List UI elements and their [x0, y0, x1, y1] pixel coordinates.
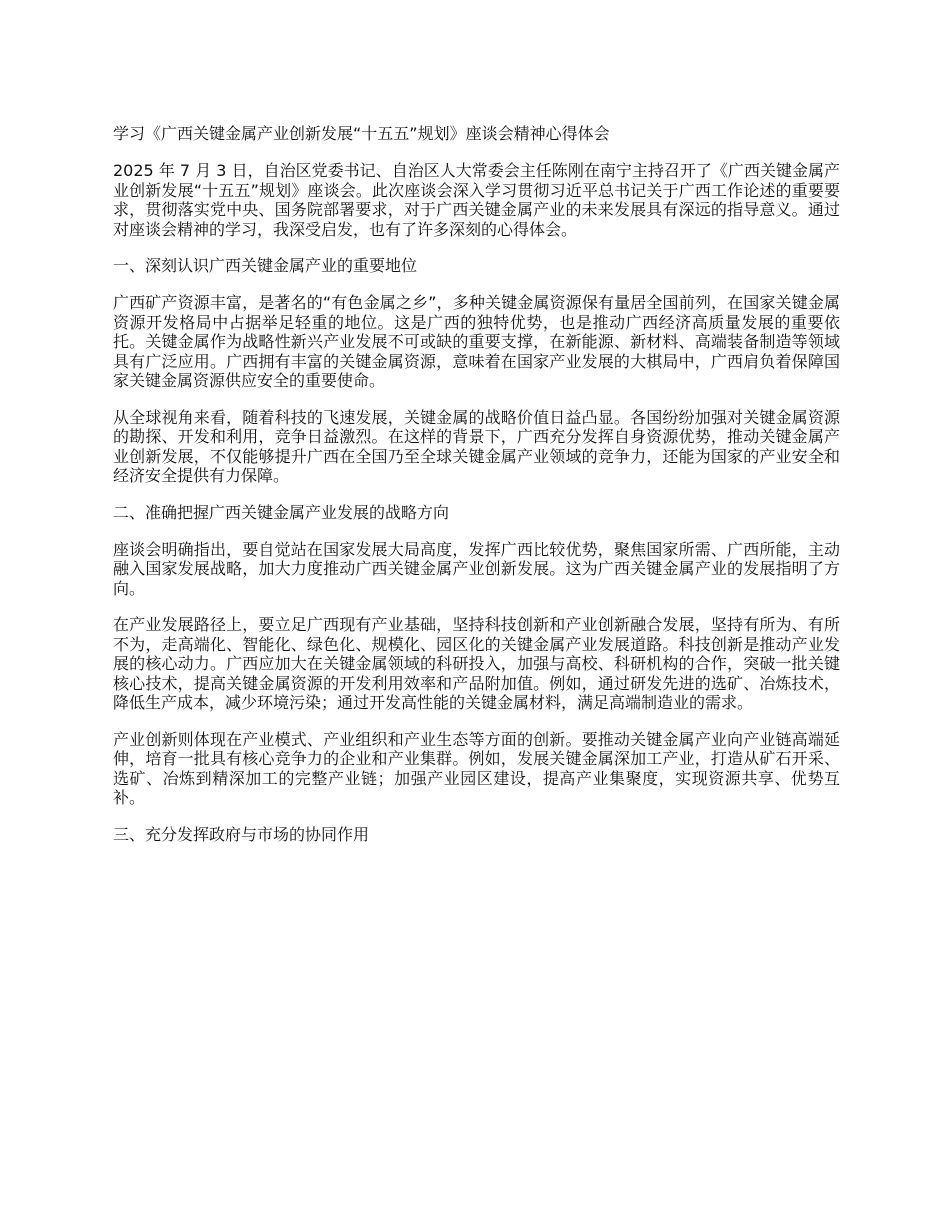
- section-heading-2: 二、准确把握广西关键金属产业发展的战略方向: [113, 502, 450, 522]
- section-heading-3: 三、充分发挥政府与市场的协同作用: [113, 824, 370, 844]
- section-2-paragraph-2: 在产业发展路径上，要立足广西现有产业基础，坚持科技创新和产业创新融合发展，坚持有所为、有所不为，走高端化、智能化、绿色化、规模化、园区化的关键金属产业发展道路。科技创新是推动产业发展的核心动力。广西应加大在关键金属领域的科研投入，加强与高校、科研机构的合作，突破一批关键核心技术，提高关键金属资源的开发利用效率和产品附加值。例如，通过研发先进的选矿、冶炼技术，降低生产成本，减少环境污染；通过开发高性能的关键金属材料，满足高端制造业的需求。: [113, 615, 840, 712]
- section-2-paragraph-3: 产业创新则体现在产业模式、产业组织和产业生态等方面的创新。要推动关键金属产业向产业链高端延伸，培育一批具有核心竞争力的企业和产业集群。例如，发展关键金属深加工产业，打造从矿石开采、选矿、冶炼到精深加工的完整产业链；加强产业园区建设，提高产业集聚度，实现资源共享、优势互补。: [113, 729, 840, 807]
- intro-paragraph: 2025 年 7 月 3 日，自治区党委书记、自治区人大常委会主任陈刚在南宁主持召开了《广西关键金属产业创新发展“十五五”规划》座谈会。此次座谈会深入学习贯彻习近平总书记关于广西工作论述的重要要求，贯彻落实党中央、国务院部署要求，对于广西关键金属产业的未来发展具有深远的指导意义。通过对座谈会精神的学习，我深受启发，也有了许多深刻的心得体会。: [113, 161, 840, 239]
- section-1-paragraph-2: 从全球视角来看，随着科技的飞速发展，关键金属的战略价值日益凸显。各国纷纷加强对关键金属资源的勘探、开发和利用，竞争日益激烈。在这样的背景下，广西充分发挥自身资源优势，推动关键金属产业创新发展，不仅能够提升广西在全国乃至全球关键金属产业领域的竞争力，还能为国家的产业安全和经济安全提供有力保障。: [113, 407, 840, 485]
- document-title: 学习《广西关键金属产业创新发展“十五五”规划》座谈会精神心得体会: [113, 124, 610, 143]
- section-heading-1: 一、深刻认识广西关键金属产业的重要地位: [113, 256, 418, 275]
- document-page: [113, 124, 840, 862]
- section-1-paragraph-1: 广西矿产资源丰富，是著名的“有色金属之乡”，多种关键金属资源保有量居全国前列，在国家关键金属资源开发格局中占据举足轻重的地位。这是广西的独特优势，也是推动广西经济高质量发展的重要依托。关键金属作为战略性新兴产业发展不可或缺的重要支撑，在新能源、新材料、高端装备制造等领域具有广泛应用。广西拥有丰富的关键金属资源，意味着在国家产业发展的大棋局中，广西肩负着保障国家关键金属资源供应安全的重要使命。: [113, 293, 840, 390]
- section-2-paragraph-1: 座谈会明确指出，要自觉站在国家发展大局高度，发挥广西比较优势，聚焦国家所需、广西所能，主动融入国家发展战略，加大力度推动广西关键金属产业创新发展。这为广西关键金属产业的发展指明了方向。: [113, 539, 840, 598]
